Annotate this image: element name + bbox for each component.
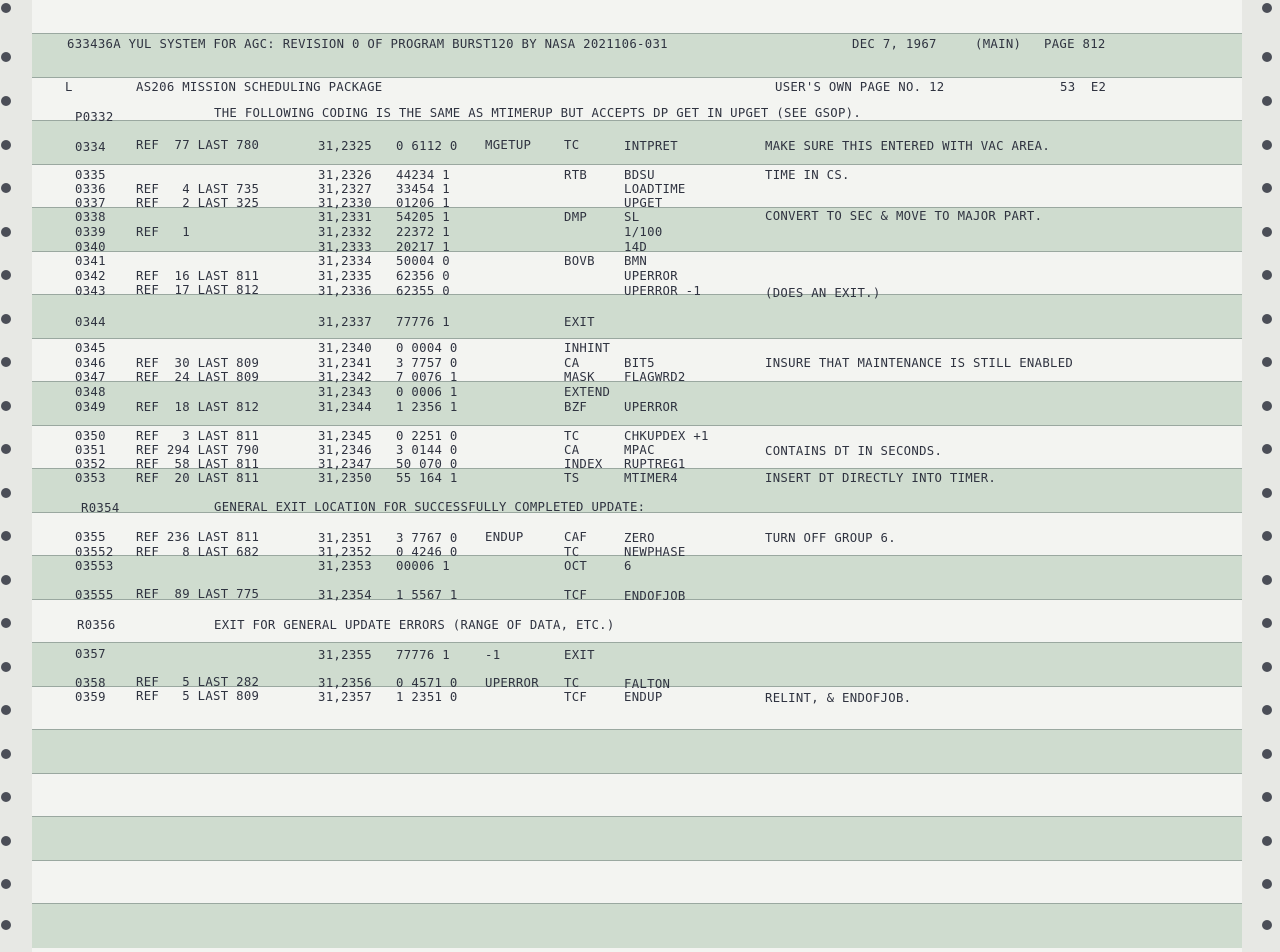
hole — [1262, 618, 1272, 628]
line-number: 0339 — [75, 225, 106, 239]
hole — [1, 920, 11, 930]
hole — [1262, 444, 1272, 454]
section-text: EXIT FOR GENERAL UPDATE ERRORS (RANGE OF DATA, ETC.) — [214, 618, 615, 632]
address: 31,2347 — [318, 457, 372, 471]
hole — [1, 575, 11, 585]
band-edge — [32, 77, 1242, 78]
hole — [1262, 531, 1272, 541]
left-tractor-holes — [0, 0, 14, 952]
line-number: 0353 — [75, 471, 106, 485]
octal-word: 55 164 1 — [396, 471, 458, 485]
line-number: 0359 — [75, 690, 106, 704]
octal-word: 3 0144 0 — [396, 443, 458, 457]
octal-word: 7 0076 1 — [396, 370, 458, 384]
greenbar — [32, 729, 1242, 774]
comment: RELINT, & ENDOFJOB. — [765, 691, 912, 705]
opcode: TC — [564, 138, 580, 152]
operand: ENDOFJOB — [624, 589, 686, 603]
hole — [1, 879, 11, 889]
hole — [1262, 52, 1272, 62]
opcode: TC — [564, 676, 580, 690]
address: 31,2341 — [318, 356, 372, 370]
address: 31,2353 — [318, 559, 372, 573]
opcode: TCF — [564, 690, 588, 704]
octal-word: 0 4571 0 — [396, 676, 458, 690]
hole — [1262, 314, 1272, 324]
hole — [1262, 183, 1272, 193]
ref-info: REF 5 LAST 282 — [136, 675, 260, 689]
greenbar — [32, 903, 1242, 948]
hole — [1, 314, 11, 324]
package-title: AS206 MISSION SCHEDULING PACKAGE — [136, 80, 383, 94]
address: 31,2325 — [318, 139, 372, 153]
hole — [1, 836, 11, 846]
line-number: 0346 — [75, 356, 106, 370]
operand: BIT5 — [624, 356, 655, 370]
operand: BDSU — [624, 168, 655, 182]
hole — [1, 401, 11, 411]
octal-word: 0 6112 0 — [396, 139, 458, 153]
opcode: DMP — [564, 210, 588, 224]
octal-word: 0 4246 0 — [396, 545, 458, 559]
hole — [1, 749, 11, 759]
hole — [1, 531, 11, 541]
octal-word: 62356 0 — [396, 269, 450, 283]
band-edge — [32, 425, 1242, 426]
comment: TURN OFF GROUP 6. — [765, 531, 896, 545]
line-number: 0338 — [75, 210, 106, 224]
opcode: RTB — [564, 168, 588, 182]
address: 31,2352 — [318, 545, 372, 559]
operand: ZERO — [624, 531, 655, 545]
users-page-number: USER'S OWN PAGE NO. 12 — [775, 80, 945, 94]
label: ENDUP — [485, 530, 524, 544]
line-number: 03552 — [75, 545, 114, 559]
opcode: INDEX — [564, 457, 603, 471]
address: 31,2330 — [318, 196, 372, 210]
section-text: GENERAL EXIT LOCATION FOR SUCCESSFULLY COMPLETED UPDATE: — [214, 500, 646, 514]
octal-word: 50 070 0 — [396, 457, 458, 471]
address: 31,2336 — [318, 284, 372, 298]
operand: UPERROR — [624, 269, 678, 283]
operand: 6 — [624, 559, 632, 573]
opcode: OCT — [564, 559, 588, 573]
address: 31,2357 — [318, 690, 372, 704]
hole — [1262, 96, 1272, 106]
ref-info: REF 4 LAST 735 — [136, 182, 260, 196]
opcode: CA — [564, 356, 580, 370]
octal-word: 0 2251 0 — [396, 429, 458, 443]
operand: FALTON — [624, 677, 671, 691]
section-text: THE FOLLOWING CODING IS THE SAME AS MTIMERUP BUT ACCEPTS DP GET IN UPGET (SEE GSOP). — [214, 106, 862, 120]
opcode: BZF — [564, 400, 588, 414]
address: 31,2354 — [318, 588, 372, 602]
line-number: 0342 — [75, 269, 106, 283]
operand: 14D — [624, 240, 648, 254]
hole — [1, 270, 11, 280]
operand: 1/100 — [624, 225, 663, 239]
line-number: 0343 — [75, 284, 106, 298]
section-number: P0332 — [75, 110, 114, 124]
operand: FLAGWRD2 — [624, 370, 686, 384]
ref-info: REF 1 — [136, 225, 190, 239]
hole — [1, 3, 11, 13]
hole — [1, 488, 11, 498]
hole — [1262, 140, 1272, 150]
hole — [1, 140, 11, 150]
comment: CONVERT TO SEC & MOVE TO MAJOR PART. — [765, 209, 1043, 223]
comment: (DOES AN EXIT.) — [765, 286, 881, 300]
comment: INSERT DT DIRECTLY INTO TIMER. — [765, 471, 997, 485]
address: 31,2342 — [318, 370, 372, 384]
comment: CONTAINS DT IN SECONDS. — [765, 444, 943, 458]
line-number: 0350 — [75, 429, 106, 443]
octal-word: 3 7767 0 — [396, 531, 458, 545]
octal-word: 54205 1 — [396, 210, 450, 224]
ref-info: REF 294 LAST 790 — [136, 443, 260, 457]
operand: MPAC — [624, 443, 655, 457]
hole — [1262, 575, 1272, 585]
hole — [1, 662, 11, 672]
address: 31,2355 — [318, 648, 372, 662]
band-edge — [32, 338, 1242, 339]
address: 31,2344 — [318, 400, 372, 414]
opcode: EXIT — [564, 648, 595, 662]
address: 31,2337 — [318, 315, 372, 329]
opcode: CA — [564, 443, 580, 457]
hole — [1262, 401, 1272, 411]
ref-info: REF 16 LAST 811 — [136, 269, 260, 283]
ref-info: REF 236 LAST 811 — [136, 530, 260, 544]
octal-word: 3 7757 0 — [396, 356, 458, 370]
greenbar — [32, 294, 1242, 339]
hole — [1, 705, 11, 715]
octal-word: 62355 0 — [396, 284, 450, 298]
hole — [1, 792, 11, 802]
header-code: 53 E2 — [1060, 80, 1107, 94]
operand: UPERROR -1 — [624, 284, 702, 298]
ref-info: REF 20 LAST 811 — [136, 471, 260, 485]
opcode: EXIT — [564, 315, 595, 329]
hole — [1262, 792, 1272, 802]
ref-info: REF 89 LAST 775 — [136, 587, 260, 601]
hole — [1262, 920, 1272, 930]
hole — [1, 357, 11, 367]
opcode: MASK — [564, 370, 595, 384]
ref-info: REF 30 LAST 809 — [136, 356, 260, 370]
address: 31,2327 — [318, 182, 372, 196]
operand: RUPTREG1 — [624, 457, 686, 471]
operand: MTIMER4 — [624, 471, 678, 485]
address: 31,2334 — [318, 254, 372, 268]
opcode: BOVB — [564, 254, 595, 268]
line-number: 0349 — [75, 400, 106, 414]
hole — [1, 183, 11, 193]
line-number: 0358 — [75, 676, 106, 690]
ref-info: REF 2 LAST 325 — [136, 196, 260, 210]
line-number: 0336 — [75, 182, 106, 196]
operand: BMN — [624, 254, 648, 268]
operand: SL — [624, 210, 640, 224]
opcode: TCF — [564, 588, 588, 602]
operand: UPERROR — [624, 400, 678, 414]
octal-word: 0 0004 0 — [396, 341, 458, 355]
ref-info: REF 58 LAST 811 — [136, 457, 260, 471]
address: 31,2335 — [318, 269, 372, 283]
ref-info: REF 5 LAST 809 — [136, 689, 260, 703]
hole — [1262, 879, 1272, 889]
hole — [1, 618, 11, 628]
operand: INTPRET — [624, 139, 678, 153]
line-number: 0352 — [75, 457, 106, 471]
octal-word: 1 2356 1 — [396, 400, 458, 414]
address: 31,2331 — [318, 210, 372, 224]
band-edge — [32, 860, 1242, 861]
comment: TIME IN CS. — [765, 168, 850, 182]
opcode: CAF — [564, 530, 588, 544]
label: UPERROR — [485, 676, 539, 690]
line-number: 0351 — [75, 443, 106, 457]
line-number: 0341 — [75, 254, 106, 268]
section-number: R0354 — [81, 501, 120, 515]
address: 31,2333 — [318, 240, 372, 254]
hole — [1, 52, 11, 62]
address: 31,2332 — [318, 225, 372, 239]
line-number: 0348 — [75, 385, 106, 399]
address: 31,2326 — [318, 168, 372, 182]
header-page: PAGE 812 — [1044, 37, 1106, 51]
address: 31,2346 — [318, 443, 372, 457]
octal-word: 00006 1 — [396, 559, 450, 573]
band-edge — [32, 773, 1242, 774]
octal-word: 44234 1 — [396, 168, 450, 182]
opcode: TS — [564, 471, 580, 485]
line-number: 0345 — [75, 341, 106, 355]
opcode: TC — [564, 545, 580, 559]
header-date: DEC 7, 1967 — [852, 37, 937, 51]
line-number: 0335 — [75, 168, 106, 182]
hole — [1, 227, 11, 237]
hole — [1262, 3, 1272, 13]
address: 31,2351 — [318, 531, 372, 545]
opcode: TC — [564, 429, 580, 443]
label: MGETUP — [485, 138, 532, 152]
octal-word: 1 5567 1 — [396, 588, 458, 602]
address: 31,2350 — [318, 471, 372, 485]
line-number: 0347 — [75, 370, 106, 384]
operand: LOADTIME — [624, 182, 686, 196]
octal-word: 77776 1 — [396, 315, 450, 329]
line-number: 0340 — [75, 240, 106, 254]
comment: MAKE SURE THIS ENTERED WITH VAC AREA. — [765, 139, 1051, 153]
greenbar — [32, 816, 1242, 861]
hole — [1, 96, 11, 106]
line-number: 0355 — [75, 530, 106, 544]
operand: UPGET — [624, 196, 663, 210]
octal-word: 77776 1 — [396, 648, 450, 662]
hole — [1262, 662, 1272, 672]
hole — [1262, 488, 1272, 498]
octal-word: 33454 1 — [396, 182, 450, 196]
ref-info: REF 8 LAST 682 — [136, 545, 260, 559]
ref-info: REF 24 LAST 809 — [136, 370, 260, 384]
right-tractor-holes — [1262, 0, 1276, 952]
section-number: R0356 — [77, 618, 116, 632]
address: 31,2345 — [318, 429, 372, 443]
octal-word: 22372 1 — [396, 225, 450, 239]
hole — [1262, 749, 1272, 759]
hole — [1262, 836, 1272, 846]
octal-word: 01206 1 — [396, 196, 450, 210]
line-number: 0337 — [75, 196, 106, 210]
ref-info: REF 17 LAST 812 — [136, 283, 260, 297]
octal-word: 0 0006 1 — [396, 385, 458, 399]
line-number: 0334 — [75, 140, 106, 154]
operand: NEWPHASE — [624, 545, 686, 559]
header-title: 633436A YUL SYSTEM FOR AGC: REVISION 0 OF PROGRAM BURST120 BY NASA 2021106-031 — [67, 37, 668, 51]
hole — [1262, 227, 1272, 237]
line-number: 0357 — [75, 647, 106, 661]
address: 31,2340 — [318, 341, 372, 355]
line-number: 03555 — [75, 588, 114, 602]
line-number: 0344 — [75, 315, 106, 329]
address: 31,2343 — [318, 385, 372, 399]
hole — [1262, 357, 1272, 367]
octal-word: 50004 0 — [396, 254, 450, 268]
operand: CHKUPDEX +1 — [624, 429, 709, 443]
ref-info: REF 18 LAST 812 — [136, 400, 260, 414]
address: 31,2356 — [318, 676, 372, 690]
band-edge — [32, 164, 1242, 165]
opcode: INHINT — [564, 341, 611, 355]
hole — [1262, 270, 1272, 280]
header-main: (MAIN) — [975, 37, 1022, 51]
octal-word: 1 2351 0 — [396, 690, 458, 704]
header-l: L — [65, 80, 73, 94]
comment: INSURE THAT MAINTENANCE IS STILL ENABLED — [765, 356, 1074, 370]
ref-info: REF 77 LAST 780 — [136, 138, 260, 152]
octal-word: 20217 1 — [396, 240, 450, 254]
hole — [1262, 705, 1272, 715]
line-number: 03553 — [75, 559, 114, 573]
opcode: EXTEND — [564, 385, 611, 399]
ref-info: REF 3 LAST 811 — [136, 429, 260, 443]
operand: ENDUP — [624, 690, 663, 704]
label: -1 — [485, 648, 501, 662]
hole — [1, 444, 11, 454]
